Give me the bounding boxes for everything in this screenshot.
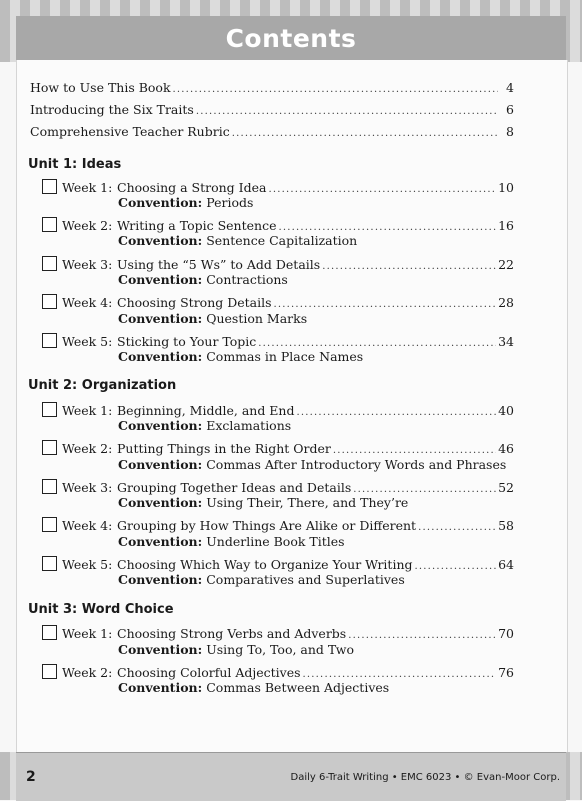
- toc-entry-text: How to Use This Book: [30, 80, 171, 95]
- toc-entry-week[interactable]: [62, 626, 514, 641]
- toc-entry-page: 10: [498, 180, 514, 195]
- leader-dots: [348, 630, 496, 641]
- convention-line: [118, 680, 389, 695]
- convention-text: Exclamations: [206, 418, 292, 433]
- leader-dots: [353, 484, 496, 495]
- week-topic: Putting Things in the Right Order: [117, 441, 331, 456]
- convention-line: [118, 349, 363, 364]
- convention-text: Commas in Place Names: [206, 349, 364, 364]
- toc-entry-week[interactable]: [62, 665, 514, 680]
- leader-dots: [418, 522, 496, 533]
- toc-entry-intro[interactable]: [30, 102, 514, 117]
- leader-dots: [268, 184, 496, 195]
- toc-entry-week[interactable]: [62, 218, 514, 233]
- convention-text: Sentence Capitalization: [206, 233, 358, 248]
- toc-entry-week[interactable]: [62, 557, 514, 572]
- unit-heading: Unit 2: Organization: [28, 378, 177, 393]
- convention-text: Contractions: [206, 272, 288, 287]
- checkbox[interactable]: [42, 517, 57, 532]
- checkbox[interactable]: [42, 294, 57, 309]
- convention-line: [118, 457, 506, 472]
- leader-dots: [322, 261, 496, 272]
- leader-dots: [333, 445, 496, 456]
- convention-text: Question Marks: [206, 311, 308, 326]
- convention-text: Using To, Too, and Two: [206, 642, 355, 657]
- toc-entry-week[interactable]: [62, 180, 514, 195]
- leader-dots: [296, 407, 496, 418]
- convention-line: [118, 495, 408, 510]
- toc-entry-page: 64: [498, 557, 514, 572]
- convention-text: Using Their, There, and They’re: [206, 495, 409, 510]
- footer-text: Daily 6-Trait Writing • EMC 6023 • © Evan-Moor Corp.: [290, 771, 560, 783]
- toc-entry-page: 6: [506, 102, 514, 117]
- week-topic: Choosing Colorful Adjectives: [117, 665, 301, 680]
- checkbox[interactable]: [42, 479, 57, 494]
- toc-entry-page: 52: [498, 480, 514, 495]
- week-topic: Choosing Which Way to Organize Your Writing: [117, 557, 413, 572]
- convention-line: [118, 272, 288, 287]
- checkbox[interactable]: [42, 556, 57, 571]
- unit-heading: Unit 1: Ideas: [28, 157, 122, 172]
- convention-label: Convention:: [118, 534, 203, 549]
- week-topic: Sticking to Your Topic: [117, 334, 257, 349]
- week-topic: Beginning, Middle, and End: [117, 403, 295, 418]
- toc-entry-week[interactable]: [62, 441, 514, 456]
- unit-heading: Unit 3: Word Choice: [28, 602, 174, 617]
- page-number: 2: [26, 769, 36, 785]
- convention-line: [118, 311, 307, 326]
- week-topic: Choosing Strong Details: [117, 295, 272, 310]
- leader-dots: [173, 84, 498, 95]
- leader-dots: [274, 299, 497, 310]
- toc-entry-page: 70: [498, 626, 514, 641]
- checkbox[interactable]: [42, 217, 57, 232]
- toc-entry-intro[interactable]: [30, 80, 514, 95]
- toc-entry-page: 40: [498, 403, 514, 418]
- convention-label: Convention:: [118, 311, 203, 326]
- leader-dots: [232, 128, 498, 139]
- toc-entry-page: 34: [498, 334, 514, 349]
- week-label: Week 1:: [62, 403, 113, 418]
- leader-dots: [278, 222, 496, 233]
- convention-label: Convention:: [118, 349, 203, 364]
- week-label: Week 5:: [62, 557, 113, 572]
- checkbox[interactable]: [42, 333, 57, 348]
- toc-entry-week[interactable]: [62, 257, 514, 272]
- convention-label: Convention:: [118, 495, 203, 510]
- toc-entry-intro[interactable]: [30, 124, 514, 139]
- convention-label: Convention:: [118, 642, 203, 657]
- week-label: Week 4:: [62, 518, 113, 533]
- convention-line: [118, 572, 405, 587]
- convention-label: Convention:: [118, 680, 203, 695]
- week-label: Week 3:: [62, 257, 113, 272]
- convention-line: [118, 233, 357, 248]
- week-label: Week 3:: [62, 480, 113, 495]
- week-label: Week 4:: [62, 295, 113, 310]
- convention-label: Convention:: [118, 195, 203, 210]
- convention-line: [118, 418, 291, 433]
- convention-label: Convention:: [118, 457, 203, 472]
- page-footer: [16, 752, 566, 801]
- toc-entry-week[interactable]: [62, 518, 514, 533]
- toc-entry-page: 22: [498, 257, 514, 272]
- week-topic: Using the “5 Ws” to Add Details: [117, 257, 321, 272]
- convention-label: Convention:: [118, 272, 203, 287]
- leader-dots: [196, 106, 498, 117]
- checkbox[interactable]: [42, 440, 57, 455]
- convention-label: Convention:: [118, 418, 203, 433]
- checkbox[interactable]: [42, 664, 57, 679]
- toc-entry-week[interactable]: [62, 334, 514, 349]
- week-label: Week 1:: [62, 180, 113, 195]
- convention-text: Underline Book Titles: [206, 534, 345, 549]
- toc-entry-page: 28: [498, 295, 514, 310]
- checkbox[interactable]: [42, 256, 57, 271]
- checkbox[interactable]: [42, 625, 57, 640]
- convention-text: Commas After Introductory Words and Phrases: [206, 457, 507, 472]
- toc-entry-page: 46: [498, 441, 514, 456]
- convention-text: Commas Between Adjectives: [206, 680, 390, 695]
- toc-entry-week[interactable]: [62, 480, 514, 495]
- week-label: Week 5:: [62, 334, 113, 349]
- page-title: Contents: [225, 23, 357, 53]
- checkbox[interactable]: [42, 179, 57, 194]
- convention-label: Convention:: [118, 233, 203, 248]
- week-label: Week 2:: [62, 441, 113, 456]
- leader-dots: [303, 669, 497, 680]
- toc-entry-week[interactable]: [62, 295, 514, 310]
- toc-entry-week[interactable]: [62, 403, 514, 418]
- week-label: Week 2:: [62, 665, 113, 680]
- convention-text: Comparatives and Superlatives: [206, 572, 405, 587]
- toc-entry-text: Comprehensive Teacher Rubric: [30, 124, 230, 139]
- week-label: Week 1:: [62, 626, 113, 641]
- week-topic: Choosing a Strong Idea: [117, 180, 267, 195]
- week-topic: Choosing Strong Verbs and Adverbs: [117, 626, 347, 641]
- toc-entry-page: 58: [498, 518, 514, 533]
- toc-entry-text: Introducing the Six Traits: [30, 102, 194, 117]
- convention-label: Convention:: [118, 572, 203, 587]
- week-topic: Grouping Together Ideas and Details: [117, 480, 352, 495]
- toc-entry-page: 8: [506, 124, 514, 139]
- toc-entry-page: 76: [498, 665, 514, 680]
- toc-entry-page: 16: [498, 218, 514, 233]
- convention-line: [118, 642, 354, 657]
- leader-dots: [258, 338, 496, 349]
- leader-dots: [415, 561, 497, 572]
- toc-entry-page: 4: [506, 80, 514, 95]
- convention-line: [118, 195, 253, 210]
- convention-text: Periods: [206, 195, 254, 210]
- checkbox[interactable]: [42, 402, 57, 417]
- convention-line: [118, 534, 345, 549]
- week-label: Week 2:: [62, 218, 113, 233]
- week-topic: Grouping by How Things Are Alike or Different: [117, 518, 417, 533]
- title-bar: [16, 16, 566, 60]
- week-topic: Writing a Topic Sentence: [117, 218, 277, 233]
